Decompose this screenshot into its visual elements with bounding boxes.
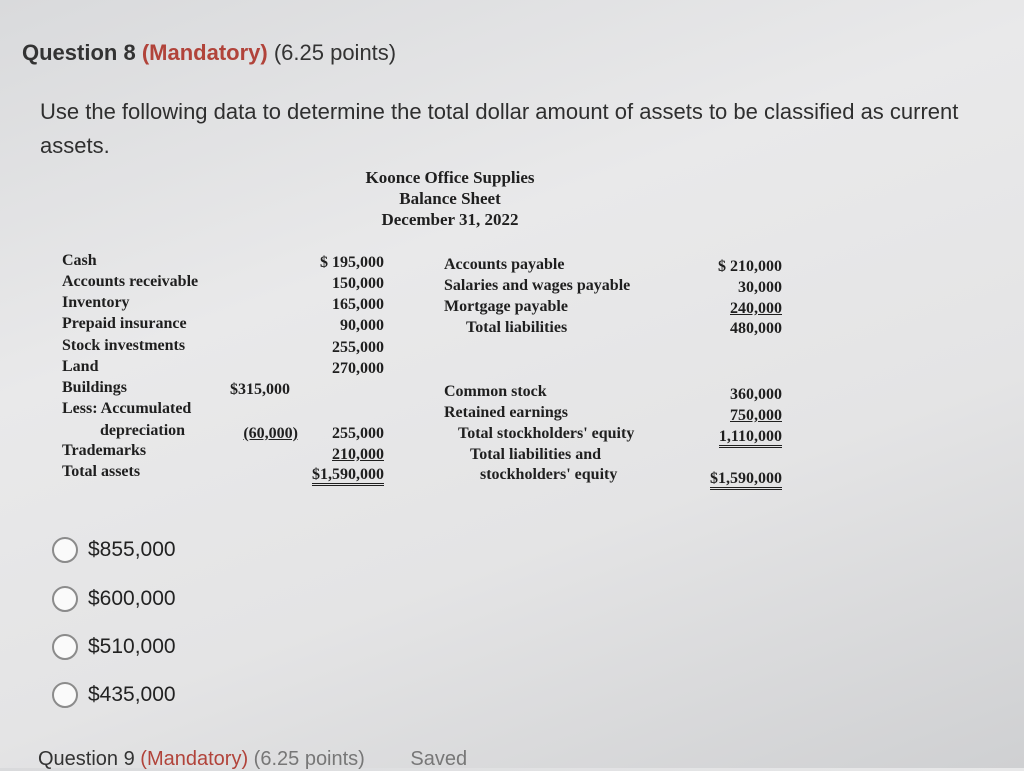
- radio-button[interactable]: [52, 586, 78, 612]
- asset-label: Stock investments: [62, 337, 186, 354]
- liability-amount: $ 210,000: [718, 258, 782, 275]
- asset-label: Inventory: [62, 294, 130, 311]
- mandatory-label: (Mandatory): [141, 40, 268, 65]
- liability-amount: 30,000: [738, 279, 782, 296]
- asset-subamount: $315,000: [230, 381, 290, 398]
- equity-amount: 1,110,000: [719, 428, 782, 448]
- asset-label: depreciation: [100, 422, 186, 439]
- points-label: (6.25 points): [273, 40, 397, 65]
- equity-label: Total stockholders' equity: [458, 425, 635, 442]
- answer-option[interactable]: [52, 533, 176, 567]
- equity-label: Total liabilities and: [470, 446, 601, 463]
- answer-label: $510,000: [88, 635, 176, 658]
- answer-option[interactable]: [52, 582, 176, 616]
- equity-amount: 360,000: [730, 386, 782, 403]
- liability-amount: 480,000: [730, 320, 782, 337]
- answer-label: $600,000: [88, 587, 176, 610]
- asset-label: Land: [62, 358, 99, 375]
- liability-label: Accounts payable: [444, 256, 565, 273]
- saved-status: Saved: [410, 748, 468, 770]
- statement-date: December 31, 2022: [381, 210, 519, 229]
- liability-amount: 240,000: [730, 300, 782, 317]
- asset-label: Total assets: [62, 463, 141, 480]
- next-question-number: Question 9: [38, 748, 135, 770]
- asset-label: Less: Accumulated: [62, 400, 192, 417]
- asset-amount: 210,000: [332, 446, 384, 463]
- radio-button[interactable]: [52, 682, 78, 708]
- liability-label: Salaries and wages payable: [444, 277, 631, 294]
- next-mandatory-label: (Mandatory): [140, 748, 249, 770]
- equity-label: Common stock: [444, 383, 547, 400]
- asset-label: Prepaid insurance: [62, 315, 187, 332]
- equity-label: stockholders' equity: [480, 466, 618, 483]
- asset-subamount: (60,000): [243, 425, 298, 442]
- radio-button[interactable]: [52, 634, 78, 660]
- asset-amount: 255,000: [332, 339, 384, 356]
- asset-amount: 90,000: [340, 317, 384, 334]
- answer-label: $435,000: [88, 683, 176, 706]
- answer-option[interactable]: [52, 678, 176, 712]
- asset-label: Trademarks: [62, 442, 147, 459]
- asset-amount: 270,000: [332, 360, 384, 377]
- total-assets-amount: $1,590,000: [312, 466, 384, 486]
- answer-option[interactable]: [52, 630, 176, 664]
- equity-label: Retained earnings: [444, 404, 568, 421]
- asset-amount: $ 195,000: [320, 254, 384, 271]
- liability-label: Total liabilities: [466, 319, 568, 336]
- question-number: Question 8: [22, 40, 136, 65]
- asset-label: Cash: [62, 252, 97, 269]
- asset-amount: 150,000: [332, 275, 384, 292]
- asset-label: Buildings: [62, 379, 127, 396]
- next-points-label: (6.25 points): [253, 748, 365, 770]
- equity-amount: 750,000: [730, 407, 782, 424]
- radio-button[interactable]: [52, 537, 78, 563]
- company-name: Koonce Office Supplies: [365, 168, 535, 187]
- statement-title: Balance Sheet: [399, 189, 501, 208]
- answer-label: $855,000: [88, 538, 176, 561]
- asset-label: Accounts receivable: [62, 273, 199, 290]
- question-prompt: Use the following data to determine the total dollar amount of assets to be classified as current assets.: [40, 99, 959, 158]
- total-liabilities-equity-amount: $1,590,000: [710, 470, 782, 490]
- asset-amount: 255,000: [332, 425, 384, 442]
- question-header: [22, 40, 396, 66]
- asset-amount: 165,000: [332, 296, 384, 313]
- liability-label: Mortgage payable: [444, 298, 568, 315]
